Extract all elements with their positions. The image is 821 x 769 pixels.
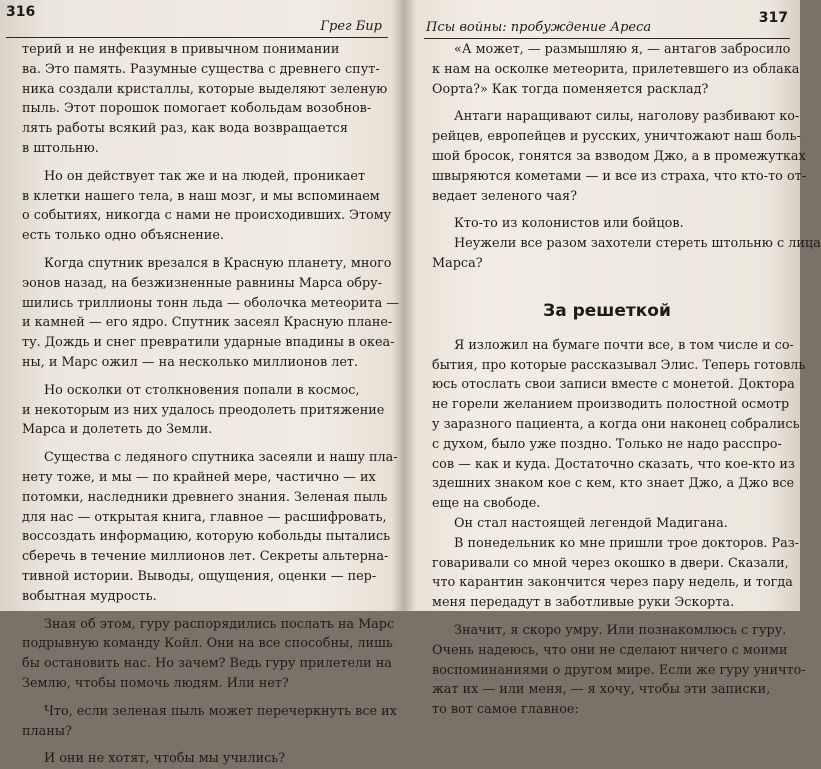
text-line: потомки, наследники древнего знания. Зеленая пыль: [22, 489, 388, 505]
text-line: здешних знаком кое с кем, кто знает Джо, а Джо все: [432, 476, 795, 492]
text-line: говаривали со мной через окошко в двери. Сказали,: [432, 555, 789, 571]
page-number: 317: [758, 10, 788, 26]
text-line: с духом, было уже поздно. Только не надо расспро-: [432, 436, 782, 452]
paragraph-gap: [22, 440, 386, 448]
right-body-text: [432, 40, 821, 720]
text-line: рейцев, европейцев и русских, уничтожают наш боль-: [432, 129, 801, 145]
text-line: жат их — или меня, — я хочу, чтобы эти записки,: [432, 682, 771, 698]
text-line: Значит, я скоро умру. Или познакомлюсь с гуру.: [454, 622, 787, 638]
header-rule: [6, 37, 388, 38]
text-line: не горели желанием производить полостной осмотр: [432, 397, 790, 413]
section-heading: За решеткой: [543, 300, 671, 321]
text-line: Но осколки от столкновения попали в космос,: [44, 382, 360, 398]
paragraph-gap: [22, 694, 386, 702]
text-line: планы?: [22, 723, 72, 739]
text-line: бы остановить нас. Но зачем? Ведь гуру прилетели на: [22, 656, 392, 672]
text-line: есть только одно объяснение.: [22, 228, 224, 244]
text-line: и камней — его ядро. Спутник засеял Красную плане-: [22, 315, 393, 331]
paragraph-gap: [432, 206, 782, 214]
page-number: 316: [6, 4, 36, 20]
text-line: лять работы всякий раз, как вода возвращается: [22, 121, 348, 137]
text-line: Антаги наращивают силы, наголову разбивают ко-: [454, 109, 800, 125]
text-line: Существа с ледяного спутника засеяли и нашу пла-: [44, 450, 398, 466]
paragraph-gap: [432, 99, 782, 107]
text-line: еще на свободе.: [432, 496, 541, 512]
text-line: Когда спутник врезался в Красную планету, много: [44, 255, 392, 271]
text-line: шой бросок, гонятся за взводом Джо, а в промежутках: [432, 148, 806, 164]
left-page: [0, 0, 402, 767]
text-line: Он стал настоящей легендой Мадигана.: [454, 515, 728, 531]
text-line: то вот самое главное:: [432, 702, 579, 718]
text-after-heading: [432, 336, 806, 720]
text-line: о событиях, никогда с нами не происходивших. Этому: [22, 208, 392, 224]
text-line: у заразного пациента, а когда они наконец собрались: [432, 416, 800, 432]
header-rule: [424, 38, 790, 39]
text-line: бытия, про которые рассказывал Элис. Теперь готовль: [432, 357, 806, 373]
text-line: И они не хотят, чтобы мы учились?: [44, 751, 286, 767]
text-line: Кто-то из колонистов или бойцов.: [454, 216, 684, 232]
text-line: Неужели все разом захотели стереть штольню с лица: [454, 236, 821, 252]
text-line: швыряются кометами — и все из страха, что кто-то от-: [432, 168, 807, 184]
text-line: тивной истории. Выводы, ощущения, оценки — пер-: [22, 568, 377, 584]
text-line: и некоторым из них удалось преодолеть притяжение: [22, 402, 385, 418]
text-line: терий и не инфекция в привычном понимании: [22, 42, 340, 57]
text-line: воспоминаниями о другом мире. Если же гуру уничто-: [432, 662, 806, 678]
text-line: меня передадут в заботливые руки Эскорта.: [432, 595, 735, 611]
text-line: Зная об этом, гуру распорядились послать на Марс: [44, 616, 395, 632]
text-line: ва. Это память. Разумные существа с древнего спут-: [22, 61, 380, 77]
left-body-text: [22, 40, 400, 769]
text-line: нету тоже, и мы — по крайней мере, частично — их: [22, 469, 376, 485]
text-line: Марса?: [432, 255, 483, 271]
text-line: шились триллионы тонн льда — оболочка метеорита —: [22, 295, 400, 311]
text-line: сов — как и куда. Достаточно сказать, что кое-кто из: [432, 456, 795, 472]
text-line: эонов назад, на безжизненные равнины Марса обру-: [22, 275, 383, 291]
text-line: ника создали кристаллы, которые выделяют зеленую: [22, 81, 388, 97]
paragraph-gap: [22, 741, 386, 749]
text-line: воссоздать информацию, которую кобольды пытались: [22, 529, 391, 545]
text-line: в штольню.: [22, 140, 99, 156]
right-page: [402, 0, 821, 718]
paragraph-gap: [432, 613, 782, 621]
text-line: что карантин закончится через пару недель, и тогда: [432, 575, 793, 591]
text-line: к нам на осколке метеорита, прилетевшего из облака: [432, 61, 800, 77]
text-line: сберечь в течение миллионов лет. Секреты альтерна-: [22, 549, 389, 565]
text-line: юсь отослать свои записи вместе с монетой. Доктора: [432, 377, 795, 393]
text-line: В понедельник ко мне пришли трое докторов. Раз-: [454, 535, 800, 551]
running-head: Грег Бир: [320, 19, 382, 34]
text-line: вобытная мудрость.: [22, 588, 157, 604]
text-line: Я изложил на бумаге почти все, в том числе и со-: [454, 337, 794, 353]
text-line: Землю, чтобы помочь людям. Или нет?: [22, 675, 289, 691]
paragraph-gap: [22, 607, 386, 615]
text-line: Оорта?» Как тогда поменяется расклад?: [432, 81, 709, 97]
paragraph-gap: [22, 246, 386, 254]
text-line: Марса и долететь до Земли.: [22, 422, 213, 438]
text-before-heading: [432, 40, 821, 274]
text-line: ведает зеленого чая?: [432, 188, 577, 204]
text-line: подрывную команду Койл. Они на все способны, лишь: [22, 636, 393, 652]
paragraph-gap: [22, 159, 386, 167]
text-line: пыль. Этот порошок помогает кобольдам возобнов-: [22, 101, 372, 117]
paragraph-gap: [22, 373, 386, 381]
text-line: «А может, — размышляю я, — антагов забросило: [454, 42, 791, 57]
text-line: в клетки нашего тела, в наш мозг, и мы вспоминаем: [22, 188, 380, 204]
text-line: для нас — открытая книга, главное — расшифровать,: [22, 509, 387, 525]
text-line: Очень надеюсь, что они не сделают ничего с моими: [432, 642, 788, 658]
text-line: Но он действует так же и на людей, проникает: [44, 168, 366, 184]
running-head: Псы войны: пробуждение Ареса: [426, 20, 652, 35]
text-line: ны, и Марс ожил — на несколько миллионов лет.: [22, 354, 359, 370]
text-line: Что, если зеленая пыль может перечеркнуть все их: [44, 703, 397, 719]
text-line: ту. Дождь и снег превратили ударные впадины в океа-: [22, 335, 395, 351]
